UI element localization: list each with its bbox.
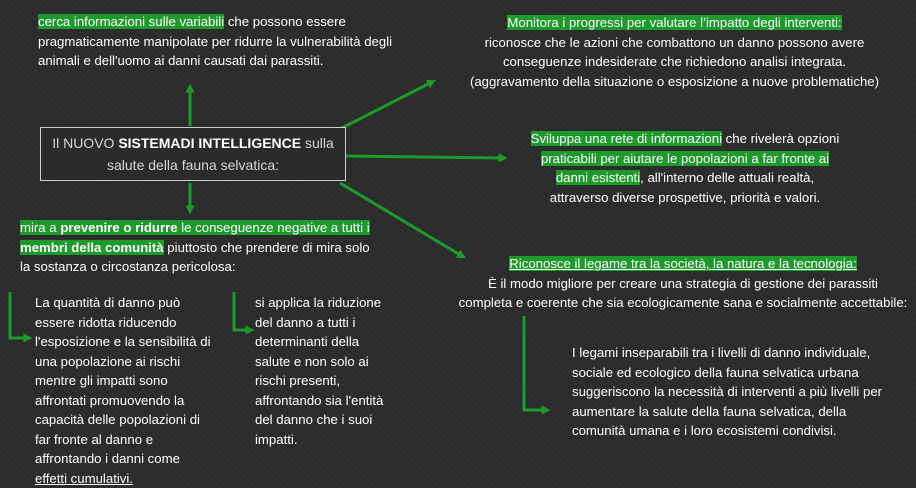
applies-line: del danno a tutti i: [255, 314, 356, 330]
applies-block: [255, 293, 420, 449]
links-line: I legami inseparabili tra i livelli di danno individuale,: [572, 345, 871, 360]
network-highlight-1: Sviluppa una rete di informazioni: [530, 131, 723, 146]
damage-line: l'esposizione e la sensibilità di: [35, 334, 211, 349]
bond-block: [458, 254, 908, 313]
corner-arrow-icon: [10, 292, 28, 338]
top-left-text: [38, 12, 398, 71]
central-title-suffix: sulla: [301, 135, 334, 151]
arrow-right-icon: [342, 82, 432, 128]
network-line4: attraverso diverse prospettive, priorità e valori.: [549, 189, 821, 205]
bond-highlight: Riconosce il legame tra la società, la natura e la tecnologia:: [509, 256, 857, 271]
central-title-prefix: Il NUOVO: [52, 135, 119, 151]
network-text-3: , all'interno delle attuali realtà,: [640, 170, 815, 185]
network-block: [500, 129, 870, 207]
links-line: aumentare la salute della fauna selvatica, della: [572, 403, 847, 419]
damage-line: una popolazione ai rischi: [35, 353, 181, 369]
central-concept-box: [40, 127, 346, 181]
monitor-line1: riconosce che le azioni che combattono un danno possono avere: [484, 34, 865, 50]
corner-arrow-icon: [234, 292, 250, 330]
damage-block: [35, 293, 235, 488]
damage-line: capacità delle popolazioni di: [35, 412, 200, 427]
aim-block: [20, 218, 405, 277]
top-left-rest: che possono essere pragmaticamente manipolate per ridurre la vulnerabilità degli animali e dell'uomo ai danni causati dai parassiti.: [38, 14, 393, 68]
aim-line3: la sostanza o circostanza pericolosa:: [20, 259, 236, 274]
links-block: [572, 343, 907, 441]
arrow-right-icon: [346, 156, 503, 158]
aim-text-2: piuttosto che prendere di mira solo: [163, 239, 370, 255]
damage-line: affrontati promuovendo la: [35, 392, 185, 408]
applies-line: affrontando sia l'entità: [255, 392, 384, 408]
aim-highlight-bold: prevenire o ridurre: [60, 220, 178, 235]
aim-highlight-1: mira a: [20, 220, 61, 235]
bond-line2: completa e coerente che sia ecologicamente sana e socialmente accettabile:: [458, 295, 908, 310]
damage-line: essere ridotta riducendo: [35, 314, 177, 330]
central-title-line2: salute della fauna selvatica:: [107, 157, 279, 173]
damage-line: affrontando i danni come: [35, 451, 180, 466]
applies-line: del danno che i suoi: [255, 412, 373, 427]
monitor-block: [452, 13, 897, 91]
applies-line: si applica la riduzione: [255, 295, 382, 310]
damage-line: mentre gli impatti sono: [35, 373, 168, 388]
applies-line: determinanti della: [255, 334, 360, 349]
monitor-line3: (aggravamento della situazione o esposizione a nuove problematiche): [469, 73, 880, 89]
links-line: comunità umana e i loro ecosistemi condivisi.: [572, 423, 837, 438]
damage-line-underlined: effetti cumulativi.: [35, 470, 133, 486]
aim-highlight-2: membri della comunità: [20, 239, 164, 255]
aim-highlight-1c: le conseguenze negative a tutti i: [177, 220, 370, 235]
links-line: suggeriscono la necessità di interventi a più livelli per: [572, 384, 883, 399]
corner-arrow-icon: [524, 316, 546, 410]
central-title-bold: SISTEMADI INTELLIGENCE: [118, 135, 302, 151]
central-title-line1: [41, 132, 345, 154]
applies-line: salute e non solo ai: [255, 353, 369, 369]
damage-line: far fronte al danno e: [35, 431, 154, 447]
network-text-1: che rivelerà opzioni: [722, 131, 840, 146]
top-left-highlight: cerca informazioni sulle variabili: [38, 14, 225, 29]
bond-line1: È il modo migliore per creare una strategia di gestione dei parassiti: [488, 275, 878, 291]
links-line: sociale ed ecologico della fauna selvatica urbana: [572, 364, 859, 380]
monitor-line2: conseguenze indesiderate che richiedono analisi integrata.: [502, 54, 847, 69]
applies-line: rischi presenti,: [255, 373, 341, 388]
monitor-highlight: Monitora i progressi per valutare l’impatto degli interventi:: [507, 15, 842, 30]
applies-line: impatti.: [255, 431, 298, 447]
network-highlight-3: danni esistenti: [555, 170, 641, 185]
damage-line: La quantità di danno può: [35, 295, 181, 310]
network-highlight-2: praticabili: [540, 150, 597, 166]
network-text-2: per aiutare le popolazioni a far fronte ai: [596, 150, 830, 166]
